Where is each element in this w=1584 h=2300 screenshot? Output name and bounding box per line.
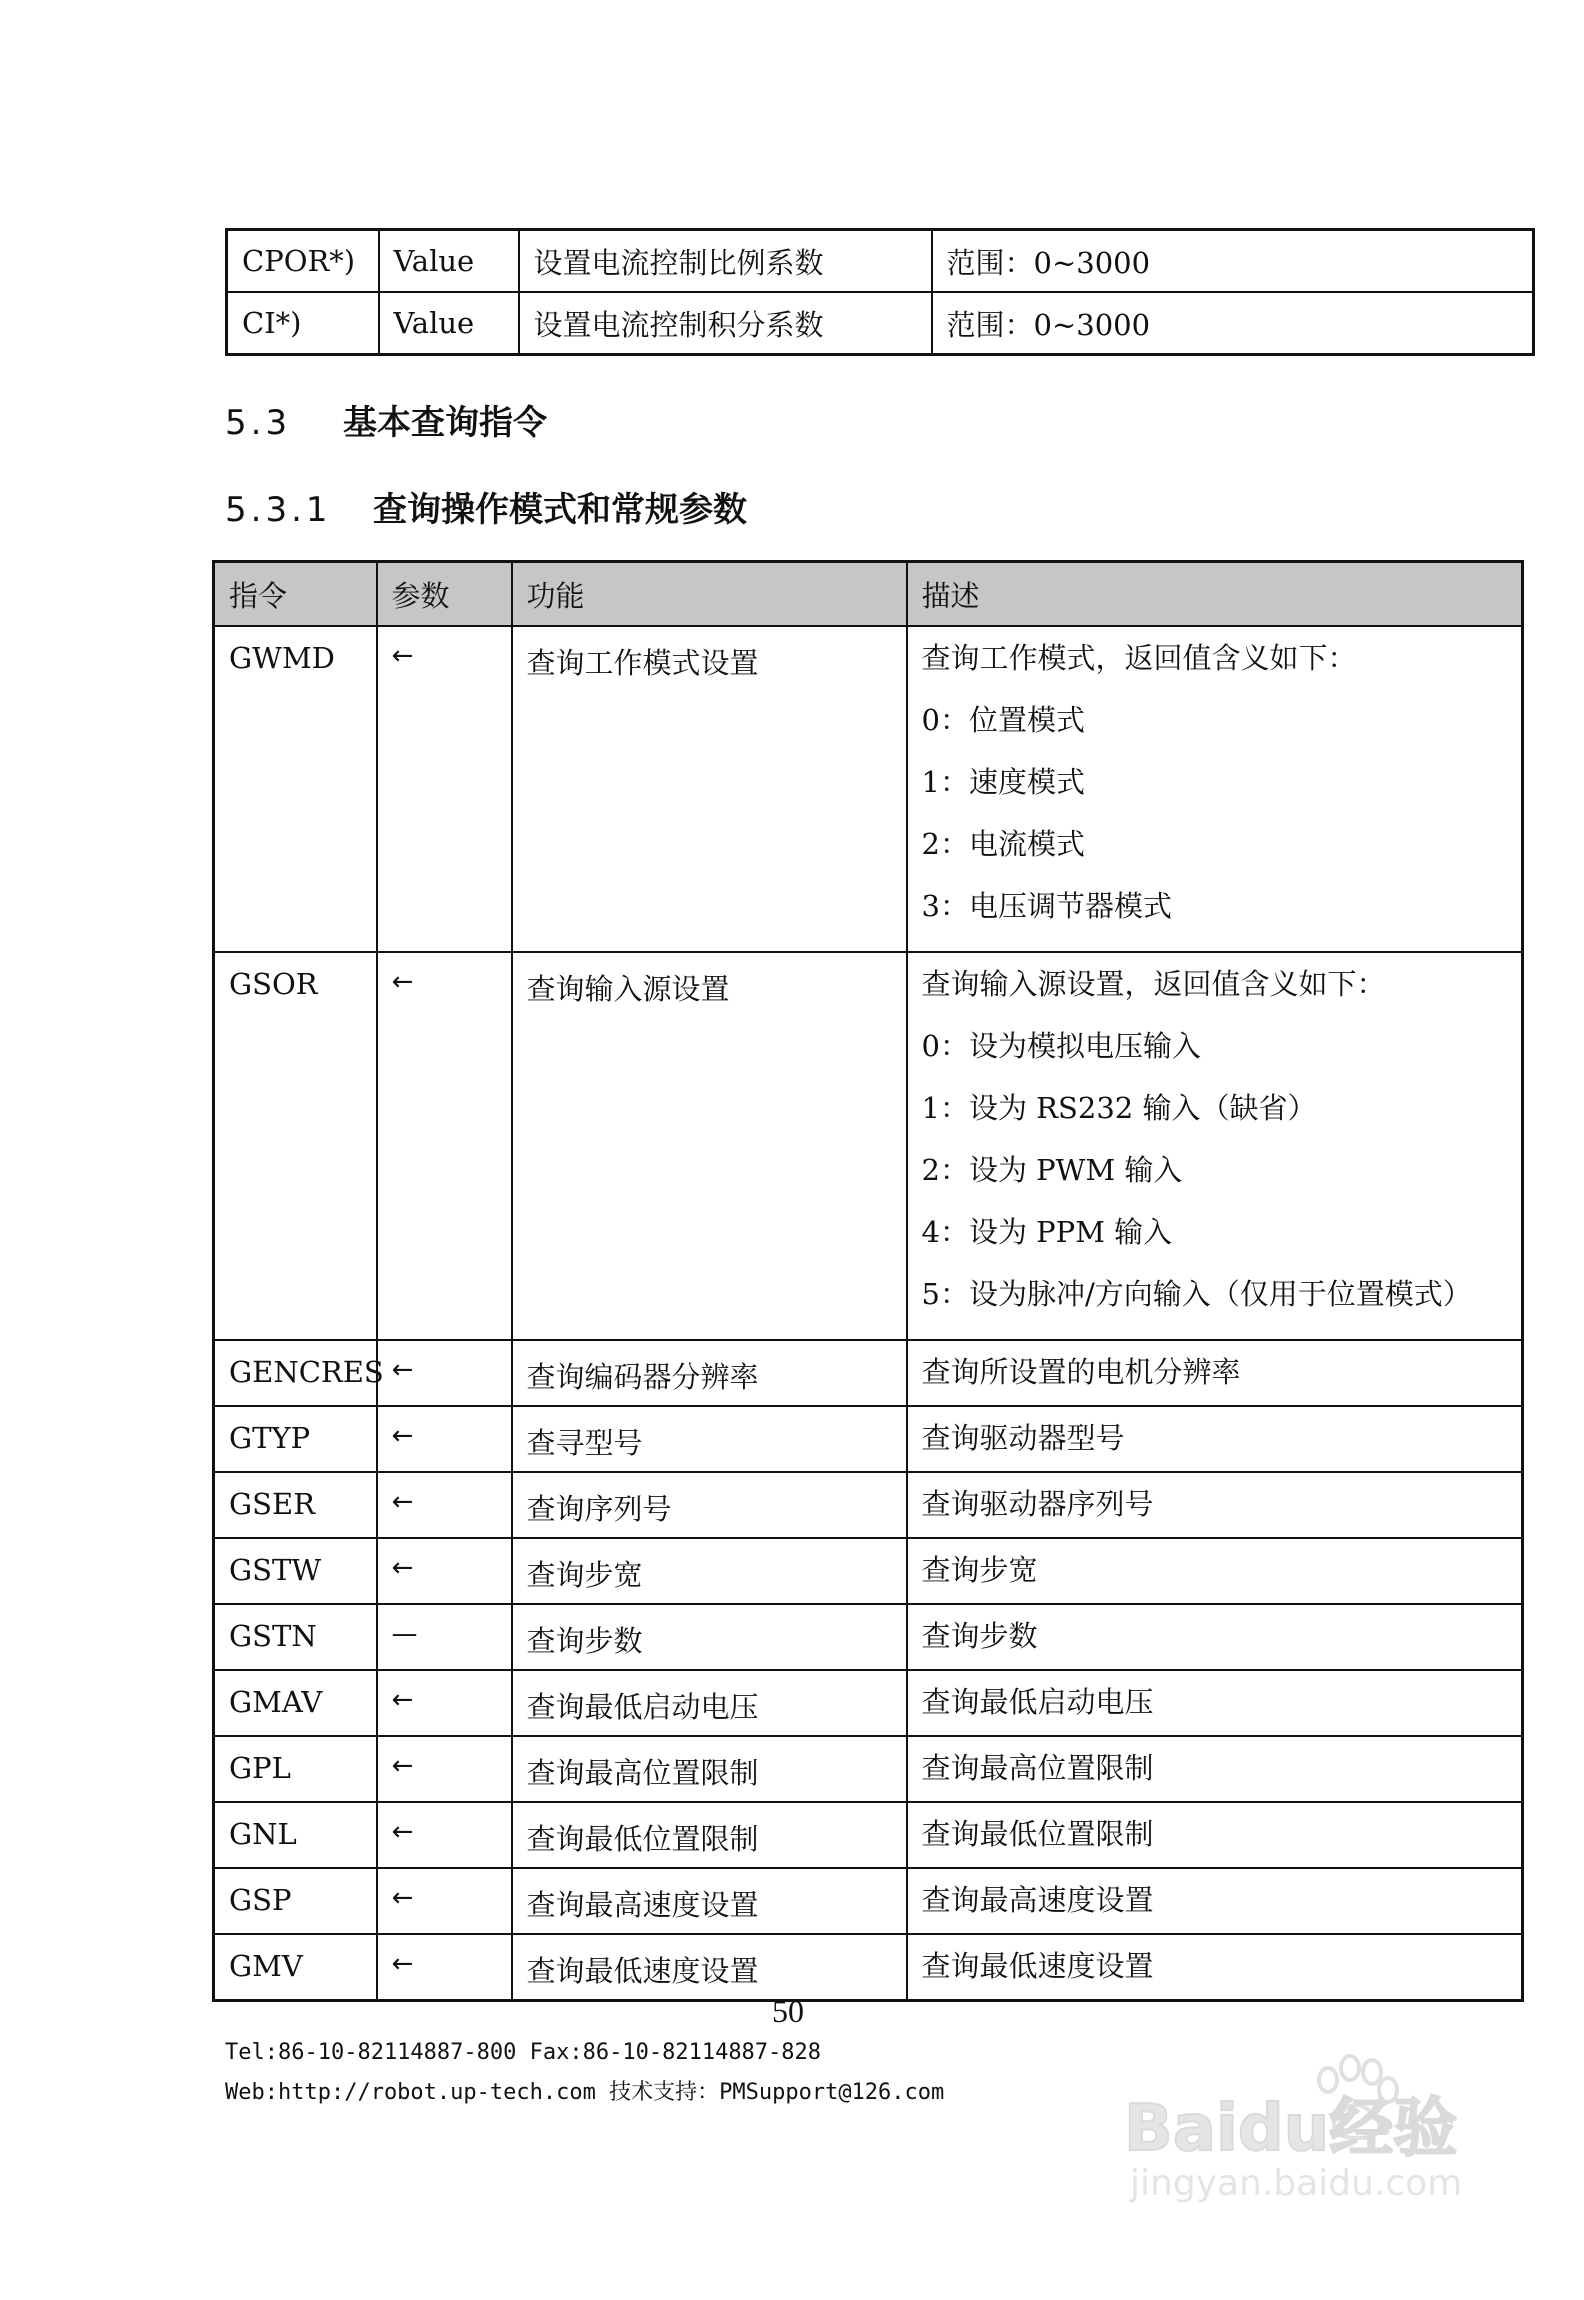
cell-cmd: GSER	[214, 1472, 377, 1538]
table-row	[214, 1472, 1523, 1538]
watermark-url: jingyan.baidu.com	[1130, 2163, 1463, 2204]
footer-contact-web: Web:http://robot.up-tech.com 技术支持：PMSupport@126.com	[225, 2080, 945, 2105]
cell-cmd: GENCRES	[214, 1340, 377, 1406]
cell-desc	[907, 1736, 1523, 1802]
cell-desc	[907, 1802, 1523, 1868]
cell-func: 查询工作模式设置	[512, 626, 907, 952]
table-row	[227, 230, 1534, 293]
section-title: 基本查询指令	[343, 403, 547, 443]
cell-cmd: CI*)	[227, 292, 379, 355]
cell-cmd: GSP	[214, 1868, 377, 1934]
cell-func: 查询编码器分辨率	[512, 1340, 907, 1406]
desc-line: 1：速度模式	[921, 765, 1085, 799]
cell-desc: 范围：0~3000	[932, 230, 1534, 293]
cell-cmd: GMV	[214, 1934, 377, 2001]
table-row	[214, 1670, 1523, 1736]
desc-line: 3：电压调节器模式	[921, 889, 1172, 923]
cell-func: 查询最低启动电压	[512, 1670, 907, 1736]
header-func: 功能	[512, 562, 907, 627]
page-number: 50	[772, 1993, 804, 2029]
desc-line: 0：设为模拟电压输入	[921, 1029, 1201, 1063]
cell-desc	[907, 1538, 1523, 1604]
cell-desc	[907, 1406, 1523, 1472]
table-body	[214, 626, 1523, 2001]
cell-desc	[907, 1934, 1523, 2001]
cell-func: 查询步宽	[512, 1538, 907, 1604]
desc-line: 查询最低启动电压	[921, 1685, 1154, 1719]
desc-line: 查询输入源设置，返回值含义如下：	[921, 967, 1386, 1001]
baidu-watermark	[1110, 2050, 1510, 2210]
desc-line: 0：位置模式	[921, 703, 1085, 737]
table-row	[214, 626, 1523, 952]
watermark-brand: Baidu经验	[1124, 2092, 1458, 2166]
desc-line: 查询驱动器序列号	[921, 1487, 1154, 1521]
cell-param: ←	[377, 1538, 512, 1604]
cell-cmd: GSTW	[214, 1538, 377, 1604]
cell-param: ←	[377, 1736, 512, 1802]
table-row	[227, 292, 1534, 355]
cell-param: ←	[377, 626, 512, 952]
cell-param: ←	[377, 1472, 512, 1538]
header-param: 参数	[377, 562, 512, 627]
cell-param: ←	[377, 1406, 512, 1472]
desc-line: 查询工作模式，返回值含义如下：	[921, 641, 1357, 675]
cell-desc	[907, 1670, 1523, 1736]
footer-contact-phone: Tel:86-10-82114887-800 Fax:86-10-82114887-828	[225, 2040, 822, 2065]
cell-cmd: GPL	[214, 1736, 377, 1802]
cell-param: ←	[377, 1868, 512, 1934]
desc-line: 查询步数	[921, 1619, 1038, 1653]
cell-param: ←	[377, 1802, 512, 1868]
cell-func: 设置电流控制比例系数	[519, 230, 932, 293]
cell-desc	[907, 952, 1523, 1340]
cell-cmd: GWMD	[214, 626, 377, 952]
cell-cmd: CPOR*)	[227, 230, 379, 293]
table-row	[214, 1340, 1523, 1406]
desc-line: 4：设为 PPM 输入	[921, 1215, 1173, 1249]
cell-desc	[907, 1340, 1523, 1406]
table-row	[214, 952, 1523, 1340]
query-command-table	[212, 560, 1524, 2002]
parameter-table-continued	[225, 228, 1535, 356]
desc-line: 查询步宽	[921, 1553, 1038, 1587]
cell-param: ←	[377, 1670, 512, 1736]
desc-line: 2：电流模式	[921, 827, 1085, 861]
cell-cmd: GSOR	[214, 952, 377, 1340]
cell-func: 查询最低位置限制	[512, 1802, 907, 1868]
desc-line: 查询最高速度设置	[921, 1883, 1154, 1917]
cell-cmd: GNL	[214, 1802, 377, 1868]
table-row	[214, 1406, 1523, 1472]
table-header-row	[214, 562, 1523, 627]
desc-line: 查询最高位置限制	[921, 1751, 1154, 1785]
cell-cmd: GTYP	[214, 1406, 377, 1472]
cell-param: Value	[379, 230, 519, 293]
table-row	[214, 1802, 1523, 1868]
cell-func: 查询输入源设置	[512, 952, 907, 1340]
cell-func: 查询最高位置限制	[512, 1736, 907, 1802]
subsection-title: 查询操作模式和常规参数	[373, 490, 747, 530]
cell-desc	[907, 1868, 1523, 1934]
desc-line: 5：设为脉冲/方向输入（仅用于位置模式）	[921, 1277, 1472, 1311]
cell-desc	[907, 626, 1523, 952]
cell-param: ←	[377, 1340, 512, 1406]
desc-line: 查询所设置的电机分辨率	[921, 1355, 1241, 1389]
cell-param: ←	[377, 1934, 512, 2001]
cell-param: ←	[377, 952, 512, 1340]
desc-line: 2：设为 PWM 输入	[921, 1153, 1183, 1187]
cell-cmd: GMAV	[214, 1670, 377, 1736]
subsection-number: 5.3.1	[225, 490, 332, 530]
cell-func: 查询最高速度设置	[512, 1868, 907, 1934]
cell-func: 设置电流控制积分系数	[519, 292, 932, 355]
cell-func: 查寻型号	[512, 1406, 907, 1472]
cell-desc: 范围：0~3000	[932, 292, 1534, 355]
cell-desc	[907, 1472, 1523, 1538]
cell-func: 查询步数	[512, 1604, 907, 1670]
desc-line: 1：设为 RS232 输入（缺省）	[921, 1091, 1317, 1125]
cell-cmd: GSTN	[214, 1604, 377, 1670]
desc-line: 查询最低速度设置	[921, 1949, 1154, 1983]
table-row	[214, 1736, 1523, 1802]
cell-param: Value	[379, 292, 519, 355]
desc-line: 查询驱动器型号	[921, 1421, 1125, 1455]
cell-param: —	[377, 1604, 512, 1670]
cell-func: 查询序列号	[512, 1472, 907, 1538]
subsection-heading	[225, 482, 747, 531]
desc-line: 查询最低位置限制	[921, 1817, 1154, 1851]
header-desc: 描述	[907, 562, 1523, 627]
table-row	[214, 1604, 1523, 1670]
table-row	[214, 1934, 1523, 2001]
table-row	[214, 1538, 1523, 1604]
section-number: 5.3	[225, 403, 292, 443]
section-heading	[225, 395, 547, 444]
cell-func: 查询最低速度设置	[512, 1934, 907, 2001]
table-row	[214, 1868, 1523, 1934]
header-cmd: 指令	[214, 562, 377, 627]
cell-desc	[907, 1604, 1523, 1670]
